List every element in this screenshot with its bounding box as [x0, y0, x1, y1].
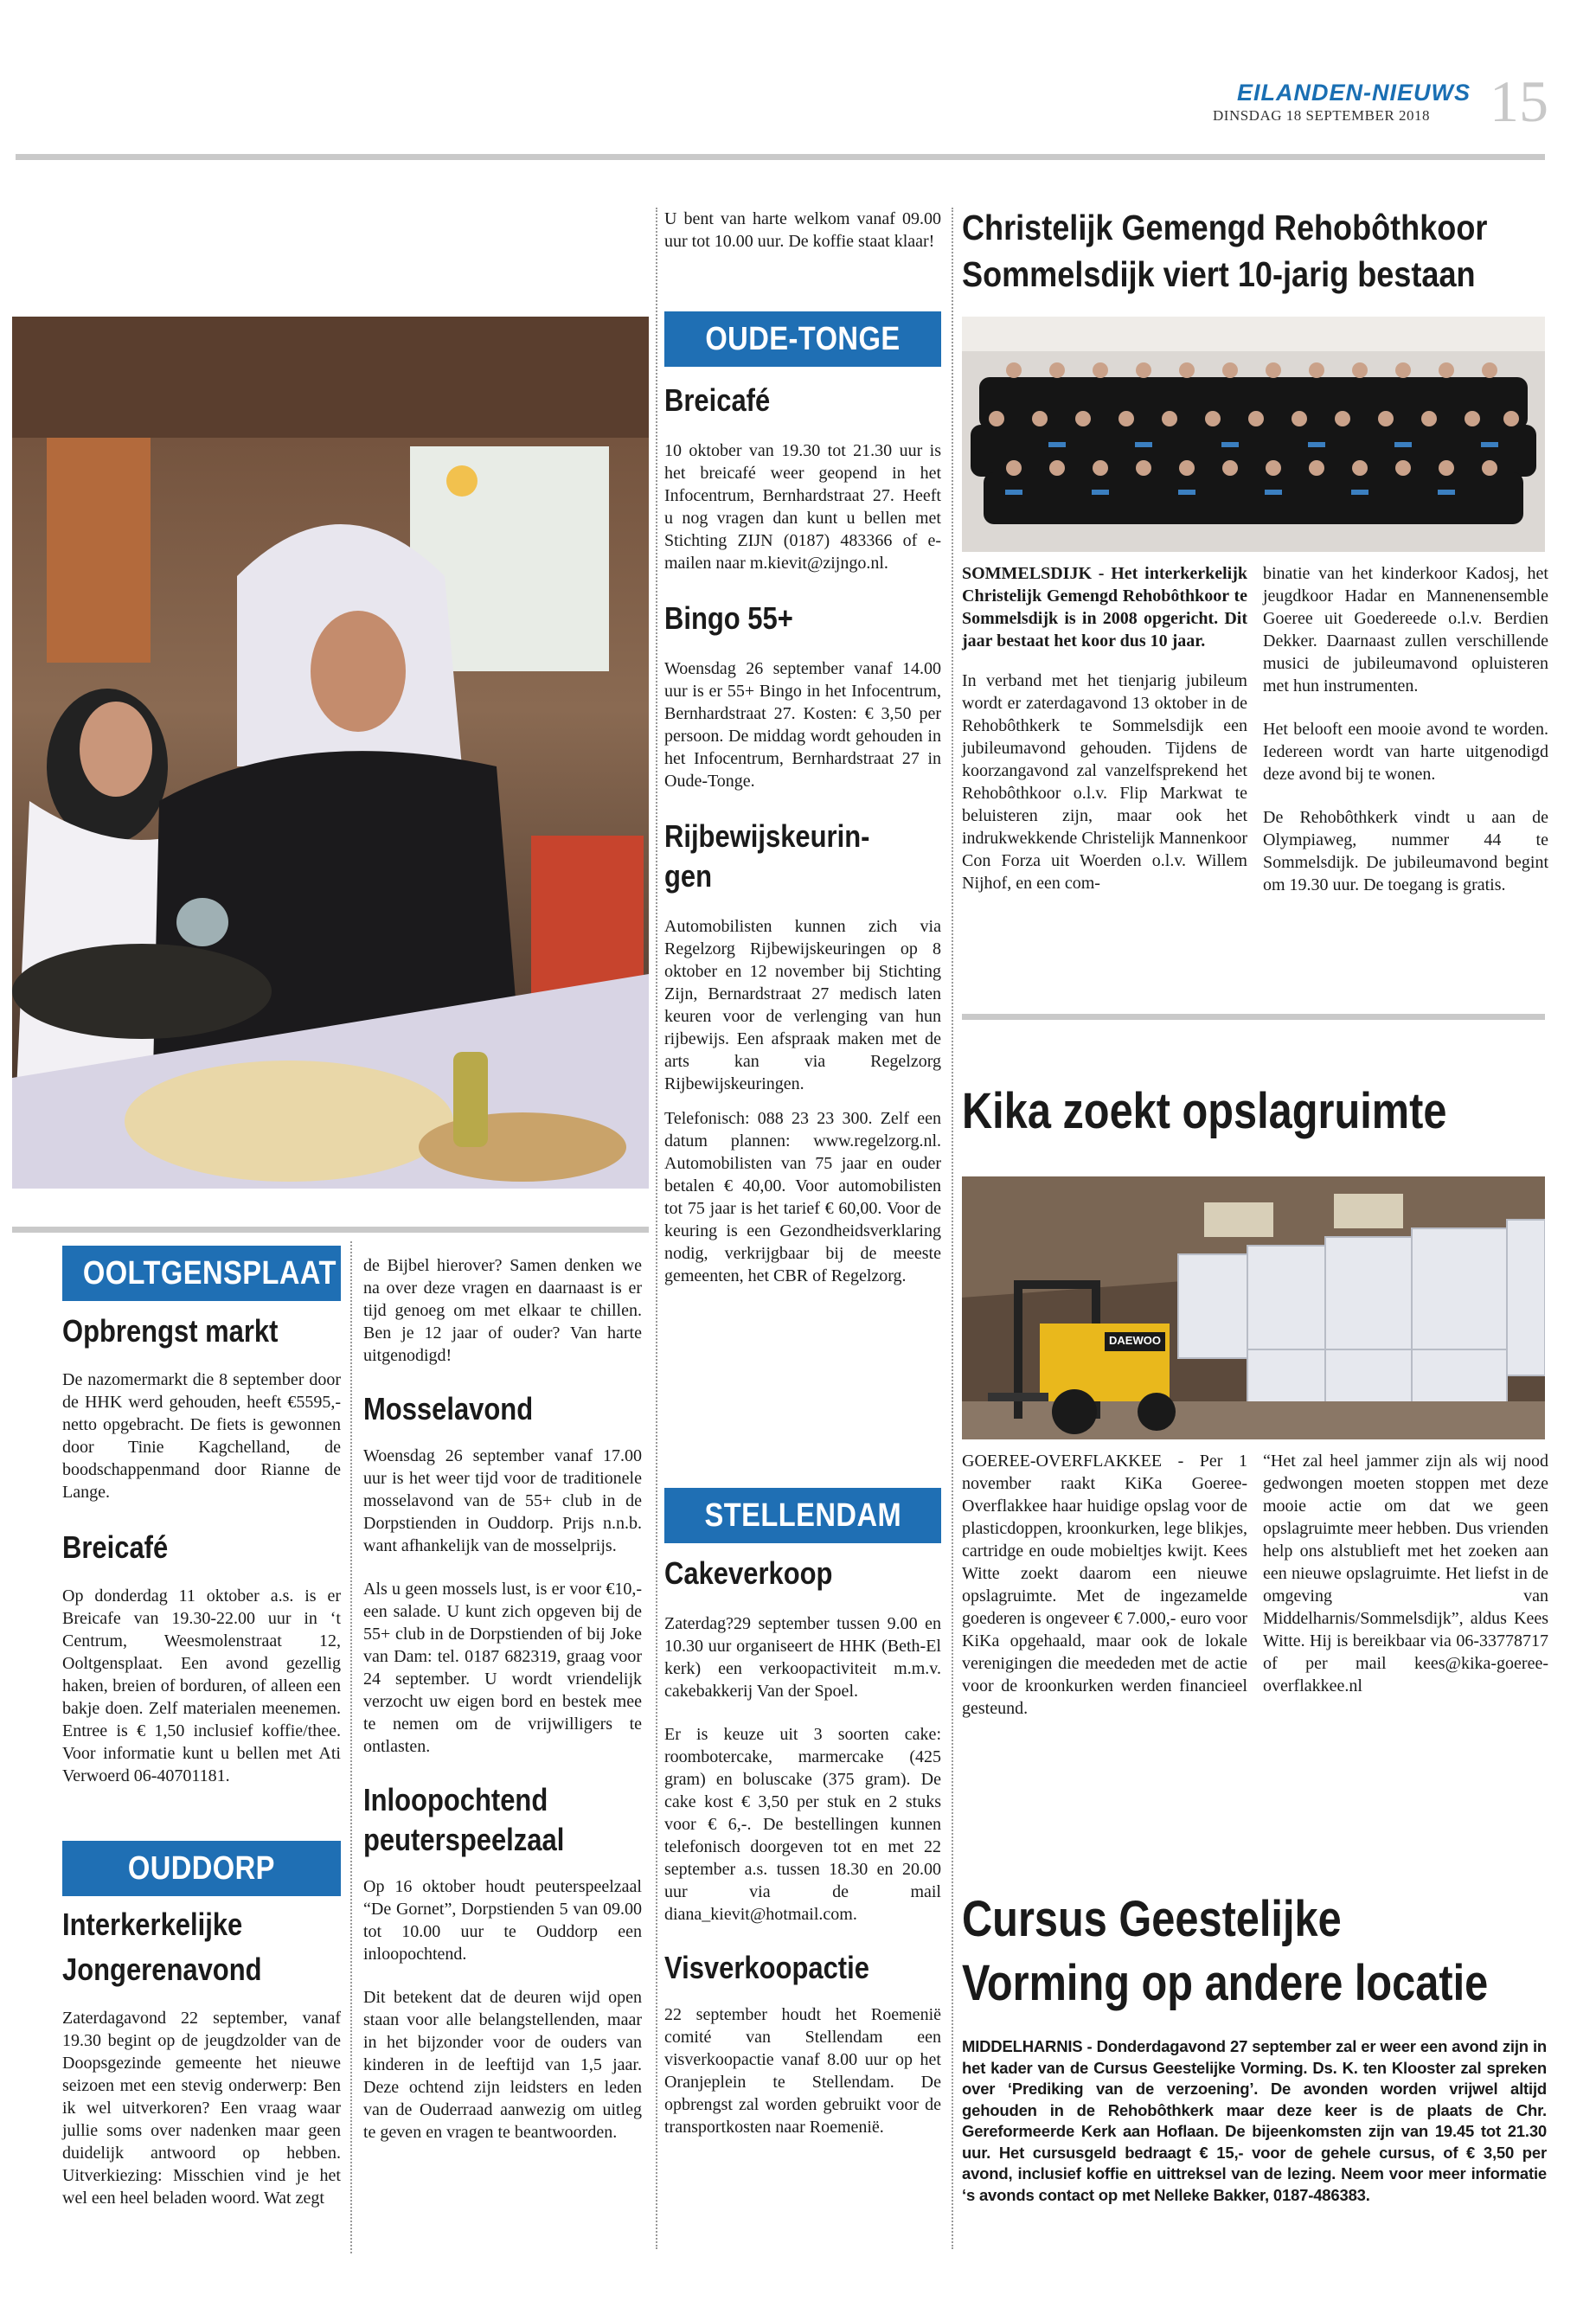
- article-body: Automobilisten kunnen zich via Regelzorg Rijbewijskeuringen op 8 oktober en 12 november bij Stichting Zijn, Bernardstraat 27 medisch laten keuren voor de verlenging van hun rijbewijs. Een afspraak maken met de arts kan via Regelzorg Rijbewijskeuringen.: [664, 917, 941, 1093]
- headline: Sommelsdijk viert 10-jarig bestaan: [962, 254, 1476, 294]
- place-label-stellendam: STELLENDAM: [664, 1488, 941, 1543]
- place-label-ouddorp: OUDDORP: [62, 1841, 341, 1896]
- article-title: Jongerenavond: [62, 1952, 262, 1987]
- article-body: Dit betekent dat de deuren wijd open staan voor alle belangstellenden, maar in het bijzonder voor de ouders van kinderen in de leeftijd van 1,5 jaar. Deze ochtend zijn leidsters en leden van de Ouderraad aanwezig om uitleg te geven en vragen te beantwoorden.: [363, 1988, 642, 2142]
- place-label-oude-tonge: OUDE-TONGE: [664, 311, 941, 367]
- article-lead: SOMMELSDIJK - Het interkerkelijk Christelijk Gemengd Rehobôthkoor te Sommelsdijk is in 2008 opgericht. Dit jaar bestaat het koor dus 10 jaar.: [962, 564, 1247, 651]
- issue-date: DINSDAG 18 SEPTEMBER 2018: [1213, 107, 1430, 124]
- article-title: Breicafé: [62, 1529, 169, 1565]
- article-body: 10 oktober van 19.30 tot 21.30 uur is het breicafé weer geopend in het Infocentrum, Bernhardstraat 27. Heeft u nog vragen dan kunt u bellen met Stichting ZIJN (0187) 483366 of e-mailen naar m.kievit@zijngo.nl.: [664, 441, 941, 573]
- headline: Christelijk Gemengd Rehobôthkoor: [962, 208, 1488, 247]
- article-body: 22 september houdt het Roemenië comité van Stellendam een visverkoopactie vanaf 8.00 uur op het Oranjeplein te Stellendam. De opbrengst zal worden gebruikt voor de transportkosten naar Roemenië.: [664, 2005, 941, 2137]
- article-title: Cakeverkoop: [664, 1555, 833, 1591]
- section-rule: [962, 1014, 1545, 1020]
- headline: Cursus Geestelijke: [962, 1891, 1342, 1947]
- article-body: Zaterdag?29 september tussen 9.00 en 10.30 uur organiseert de HHK (Beth-El kerk) een verkoopactiviteit m.m.v. cakebakkerij Van der Spoel.: [664, 1614, 941, 1701]
- article-title: Opbrengst markt: [62, 1313, 279, 1349]
- article-body: Woensdag 26 september vanaf 17.00 uur is het weer tijd voor de traditionele mosselavond van de 55+ club in de Dorpstienden in Ouddorp. Prijs n.n.b. want afhankelijk van de mosselprijs.: [363, 1446, 642, 1555]
- article-body: Woensdag 26 september vanaf 14.00 uur is er 55+ Bingo in het Infocentrum, Bernhardstraat 27. Kosten: € 3,50 per persoon. De middag wordt gehouden in het Infocentrum, Bernhardstraat 27 in Oude-Tonge.: [664, 659, 941, 791]
- article-title: Breicafé: [664, 382, 771, 418]
- article-body: GOEREE-OVERFLAKKEE - Per 1 november raakt KiKa Goeree-Overflakkee haar huidige opslag voor de plasticdoppen, kroonkurken, lege blikjes, cartridge en oude mobieltjes kwijt. Kees Witte zoekt daarom een nieuwe opslagruimte. Met de ingezamelde goederen is ongeveer € 7.000,- euro voor KiKa opgehaald, maar ook de lokale verenigingen die meededen met de actie voor de kroonkurken werden financieel gesteund.: [962, 1452, 1247, 1718]
- welcome-note: U bent van harte welkom vanaf 09.00 uur tot 10.00 uur. De koffie staat klaar!: [664, 209, 941, 251]
- article-title: Inloopochtend: [363, 1782, 548, 1817]
- forklift-warehouse-icon: [962, 1176, 1545, 1439]
- place-label-ooltgensplaat: OOLTGENSPLAAT: [62, 1246, 341, 1301]
- article-title: gen: [664, 858, 713, 894]
- column-divider: [952, 208, 953, 2249]
- forklift-brand: DAEWOO: [1109, 1334, 1161, 1347]
- article-body-continued: de Bijbel hierover? Samen denken we na over deze vragen en daarnaast is er tijd genoeg om met elkaar te chillen. Ben je 12 jaar of ouder? Van harte uitgenodigd!: [363, 1256, 642, 1365]
- article-body: De nazomermarkt die 8 september door de HHK werd gehouden, heeft €5595,- netto opgebracht. De fiets is gewonnen door Tinie Kagchelland, de boodschappenmand door Rianne de Lange.: [62, 1370, 341, 1502]
- article-body: Als u geen mossels lust, is er voor €10,- een salade. U kunt zich opgeven bij de 55+ club in de Dorpstienden of bij Joke van Dam: tel. 0187 682319, graag voor 24 september. U wordt vriendelijk verzocht uw eigen bord en bestek mee te nemen om de vrijwilligers te ontlasten.: [363, 1580, 642, 1756]
- page-number: 15: [1490, 68, 1548, 134]
- article-body: Er is keuze uit 3 soorten cake: roombotercake, marmercake (425 gram) en boluscake (375 gram). De cake kost € 3,50 per stuk en 2 stuks voor € 6,-. De bestellingen kunnen telefonisch doorgeven tot en met 22 september a.s. tussen 18.30 en 20.00 uur via de mail diana_kievit@hotmail.com.: [664, 1725, 941, 1924]
- market-food-photo-icon: [12, 317, 649, 1189]
- column-divider: [656, 208, 657, 2249]
- headline: Vorming op andere locatie: [962, 1955, 1489, 2011]
- article-title: Rijbewijskeurin-: [664, 818, 870, 854]
- top-rule: [16, 154, 1545, 160]
- article-body: De Rehobôthkerk vindt u aan de Olympiaweg, nummer 44 te Sommelsdijk. De jubileumavond begint om 19.30 uur. De toegang is gratis.: [1263, 808, 1548, 894]
- article-body: Zaterdagavond 22 september, vanaf 19.30 begint op de jeugdzolder van de Doopsgezinde gemeente het nieuwe seizoen met een stevig onderwerp: Ben ik wel uitverkoren? Een vraag waar jullie soms over nadenken maar geen duidelijk antwoord op hebben. Uitverkiezing: Misschien vind je het wel een heel beladen woord. Wat zegt: [62, 2009, 341, 2208]
- article-body: In verband met het tienjarig jubileum wordt er zaterdagavond 13 oktober in de Rehobôthkerk te Sommelsdijk een jubileumavond gehouden. Tijdens de koorzangavond zal vanzelfsprekend het Rehobôthkoor o.l.v. Flip Markwat te beluisteren zijn, maar ook het indrukwekkende Christelijk Mannenkoor Con Forza uit Woerden o.l.v. Willem Nijhof, en een com-: [962, 671, 1247, 893]
- headline: Kika zoekt opslagruimte: [962, 1083, 1447, 1139]
- newspaper-name: EILANDEN-NIEUWS: [1237, 80, 1471, 106]
- article-title: peuterspeelzaal: [363, 1822, 565, 1857]
- article-body: “Het zal heel jammer zijn als wij nood gedwongen moeten stoppen met deze mooie actie om dat we geen opslagruimte meer hebben. Dus vrienden help ons alstublieft met het zoeken aan een nieuwe opslagruimte. Het liefst in de omgeving van Middelharnis/Sommelsdijk”, aldus Kees Witte. Hij is bereikbaar via 06-33778717 of per mail kees@kika-goeree-overflakkee.nl: [1263, 1452, 1548, 1695]
- market-food-photo: [12, 317, 649, 1189]
- article-body: Telefonisch: 088 23 23 300. Zelf een datum plannen: www.regelzorg.nl. Automobilisten van 75 jaar en ouder betalen € 40,00. Voor automobilisten tot 75 jaar is het tarief € 60,00. Voor de keuring is een Gezondheidsverklaring nodig, verkrijgbaar bij de meeste gemeenten, het CBR of Regelzorg.: [664, 1109, 941, 1285]
- article-body: MIDDELHARNIS - Donderdagavond 27 september zal er weer een avond zijn in het kader van de Cursus Geestelijke Vorming. Ds. K. ten Klooster zal spreken over ‘Prediking van de verzoening’. De avonden worden vrijwel altijd gehouden in de Rehobôthkerk maar deze keer is de plaats de Chr. Gereformeerde Kerk aan Hoflaan. De bijeenkomsten zijn van 19.45 tot 21.30 uur. Het cursusgeld bedraagt € 15,- voor de gehele cursus, of € 3,50 per avond, inclusief koffie en uittreksel van de lezing. Neem voor meer informatie ‘s avonds contact op met Nelleke Bakker, 0187-486383.: [962, 2037, 1547, 2204]
- choir-photo-icon: [962, 317, 1545, 552]
- section-rule: [12, 1227, 649, 1233]
- choir-photo: [962, 317, 1545, 552]
- article-body: Op donderdag 11 oktober a.s. is er Breicafe van 19.30-22.00 uur in ‘t Centrum, Weesmolenstraat 12, Ooltgensplaat. Een avond gezellig haken, breien of borduren, of alleen een bakje doen. Zelf materialen meenemen. Entree is € 1,50 inclusief koffie/thee. Voor informatie kunt u bellen met Ati Verwoerd 06-40701181.: [62, 1586, 341, 1785]
- storage-photo: [962, 1176, 1545, 1439]
- article-title: Bingo 55+: [664, 600, 793, 636]
- article-body: binatie van het kinderkoor Kadosj, het jeugdkoor Hadar en Mannenensemble Goeree uit Goedereede o.l.v. Berdien Dekker. Daarnaast zullen verschillende musici de jubileumavond opluisteren met hun instrumenten.: [1263, 564, 1548, 695]
- column-divider: [350, 1241, 352, 2253]
- article-title: Mosselavond: [363, 1391, 534, 1426]
- article-body: Het belooft een mooie avond te worden. Iedereen wordt van harte uitgenodigd deze avond bij te wonen.: [1263, 720, 1548, 784]
- article-title: Interkerkelijke: [62, 1907, 243, 1942]
- article-body: Op 16 oktober houdt peuterspeelzaal “De Gornet”, Dorpstienden 5 van 09.00 tot 10.00 uur te Ouddorp een inloopochtend.: [363, 1877, 642, 1964]
- article-title: Visverkoopactie: [664, 1950, 869, 1985]
